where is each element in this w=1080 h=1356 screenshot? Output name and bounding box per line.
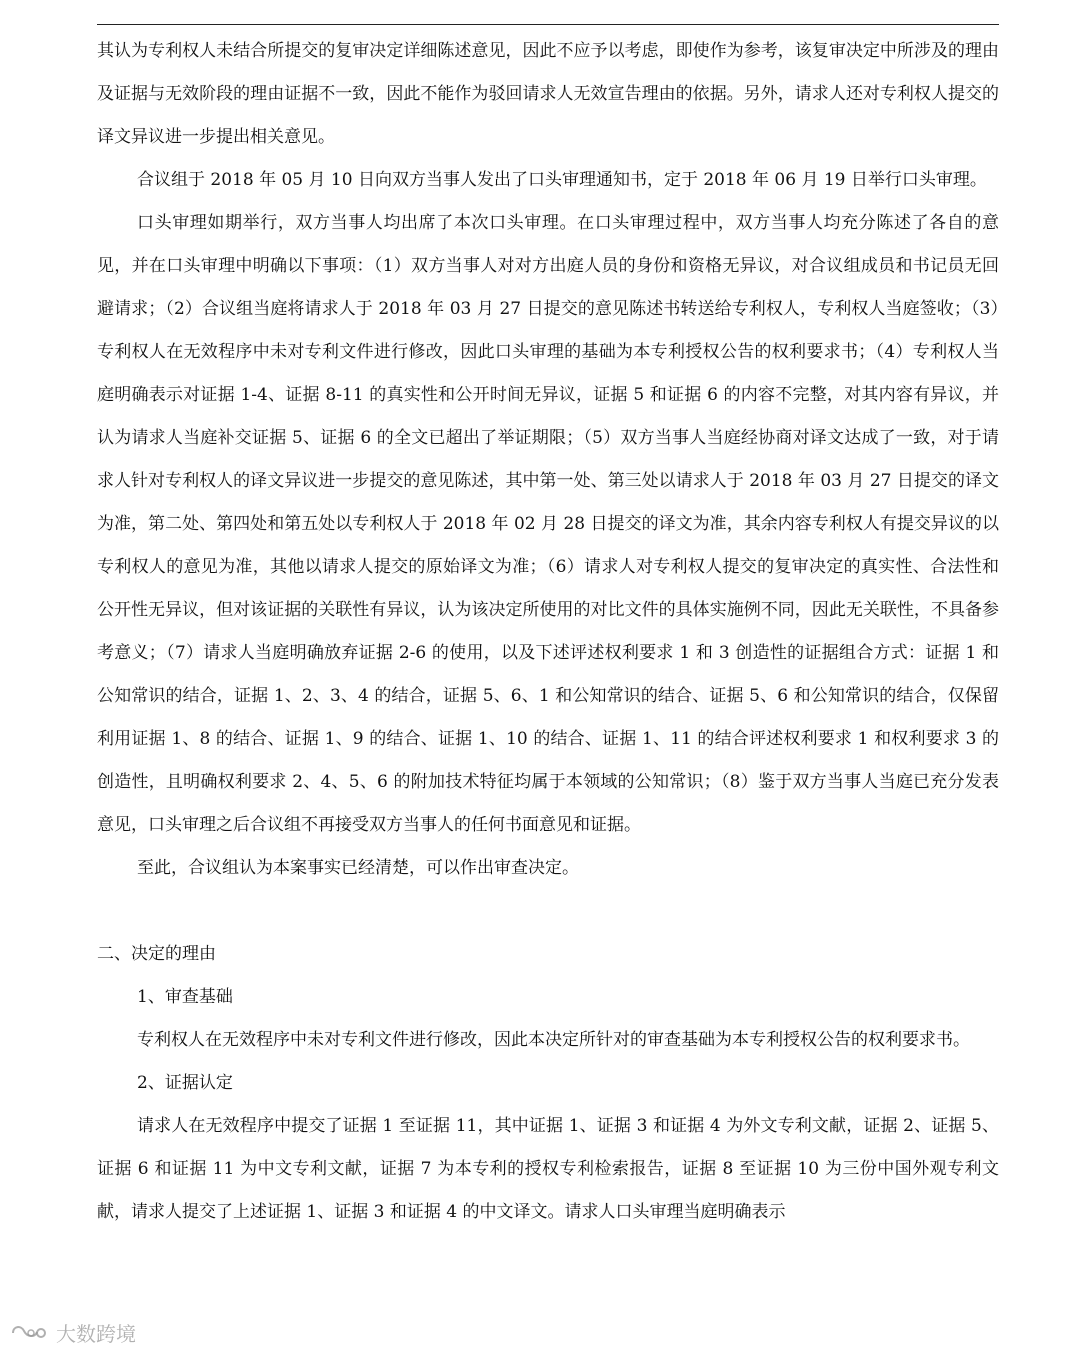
item-heading-examination-basis: 1、审查基础 [137, 987, 233, 1007]
paragraph-evidence: 请求人在无效程序中提交了证据 1 至证据 11，其中证据 1、证据 3 和证据 4 为外文专利文献，证据 2、证据 5、证据 6 和证据 11 为中文专利文献，证据 7 为本专利的授权专利检索报告，证据 8 至证据 10 为三份中国外观专利文献，请求人提交了上述证据 1、证据 3 和证据 4 的中文译文。请求人口头审理当庭明确表示 [97, 1116, 999, 1222]
document-body [97, 30, 999, 1234]
paragraph-examination-basis: 专利权人在无效程序中未对专利文件进行修改，因此本决定所针对的审查基础为本专利授权公告的权利要求书。 [137, 1030, 970, 1050]
watermark [10, 1318, 136, 1347]
section-heading: 二、决定的理由 [97, 944, 216, 964]
watermark-text: 大数跨境 [56, 1322, 136, 1346]
logo-icon [10, 1322, 50, 1344]
paragraph-continuation: 其认为专利权人未结合所提交的复审决定详细陈述意见，因此不应予以考虑，即使作为参考，该复审决定中所涉及的理由及证据与无效阶段的理由证据不一致，因此不能作为驳回请求人无效宣告理由的依据。另外，请求人还对专利权人提交的译文异议进一步提出相关意见。 [97, 41, 999, 147]
paragraph-conclusion: 至此，合议组认为本案事实已经清楚，可以作出审查决定。 [137, 858, 579, 878]
item-heading-evidence: 2、证据认定 [137, 1073, 233, 1093]
paragraph-oral-hearing: 口头审理如期举行，双方当事人均出席了本次口头审理。在口头审理过程中，双方当事人均充分陈述了各自的意见，并在口头审理中明确以下事项：（1）双方当事人对对方出庭人员的身份和资格无异议，对合议组成员和书记员无回避请求；（2）合议组当庭将请求人于 2018 年 03 月 27 日提交的意见陈述书转送给专利权人，专利权人当庭签收；（3）专利权人在无效程序中未对专利文件进行修改，因此口头审理的基础为本专利授权公告的权利要求书；（4）专利权人当庭明确表示对证据 1-4、证据 8-11 的真实性和公开时间无异议，证据 5 和证据 6 的内容不完整，对其内容有异议，并认为请求人当庭补交证据 5、证据 6 的全文已超出了举证期限；（5）双方当事人当庭经协商对译文达成了一致，对于请求人针对专利权人的译文异议进一步提交的意见陈述，其中第一处、第三处以请求人于 2018 年 03 月 27 日提交的译文为准，第二处、第四处和第五处以专利权人于 2018 年 02 月 28 日提交的译文为准，其余内容专利权人有提交异议的以专利权人的意见为准，其他以请求人提交的原始译文为准；（6）请求人对专利权人提交的复审决定的真实性、合法性和公开性无异议，但对该证据的关联性有异议，认为该决定所使用的对比文件的具体实施例不同，因此无关联性，不具备参考意义；（7）请求人当庭明确放弃证据 2-6 的使用，以及下述评述权利要求 1 和 3 创造性的证据组合方式：证据 1 和公知常识的结合，证据 1、2、3、4 的结合，证据 5、6、1 和公知常识的结合、证据 5、6 和公知常识的结合，仅保留利用证据 1、8 的结合、证据 1、9 的结合、证据 1、10 的结合、证据 1、11 的结合评述权利要求 1 和权利要求 3 的创造性，且明确权利要求 2、4、5、6 的附加技术特征均属于本领域的公知常识；（8）鉴于双方当事人当庭已充分发表意见，口头审理之后合议组不再接受双方当事人的任何书面意见和证据。 [97, 213, 999, 835]
header-rule [97, 24, 999, 25]
paragraph-hearing-notice: 合议组于 2018 年 05 月 10 日向双方当事人发出了口头审理通知书，定于 2018 年 06 月 19 日举行口头审理。 [137, 170, 987, 190]
